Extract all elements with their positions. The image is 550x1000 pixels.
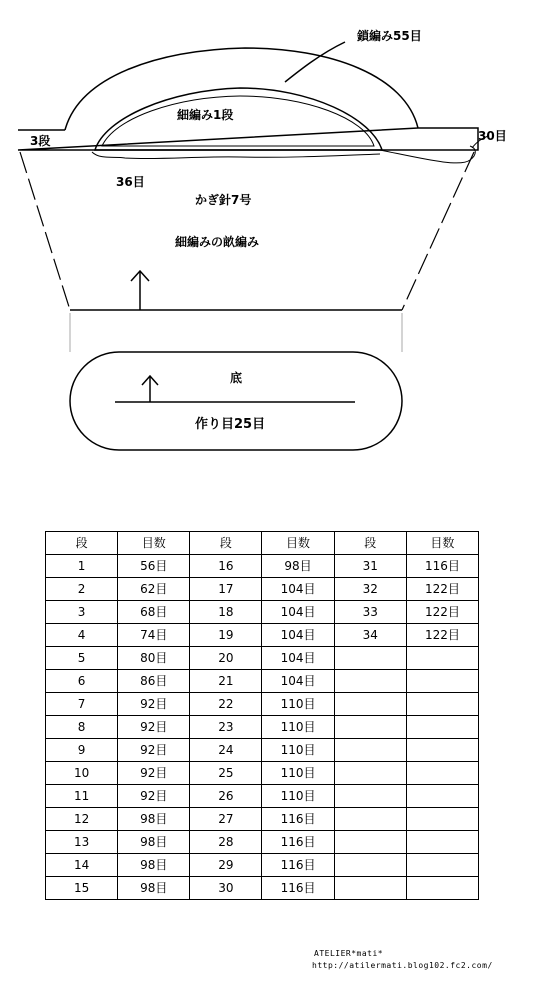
right-count-label: 30目 [478,129,507,143]
body-left-side [20,152,70,310]
count-cell: 104目 [262,624,334,647]
count-cell: 92目 [118,762,190,785]
stitch-count-table [45,531,479,900]
credit-name: ATELIER*mati* [314,949,384,958]
foundation-label: 作り目25目 [195,417,266,432]
count-cell [406,854,478,877]
step-cell: 12 [46,808,118,831]
sc-one-row-label: 細編み1段 [177,108,234,122]
count-cell: 98目 [118,877,190,900]
step-cell: 1 [46,555,118,578]
header-count-2: 目数 [262,532,334,555]
step-cell [334,762,406,785]
table-row [46,762,479,785]
table-body [46,555,479,900]
count-cell: 104目 [262,670,334,693]
header-step-3: 段 [334,532,406,555]
step-cell: 34 [334,624,406,647]
count-cell: 68目 [118,601,190,624]
header-count-1: 目数 [118,532,190,555]
count-cell: 80目 [118,647,190,670]
count-cell: 122目 [406,601,478,624]
step-cell: 30 [190,877,262,900]
count-cell: 116目 [262,877,334,900]
table-row [46,808,479,831]
step-cell: 24 [190,739,262,762]
count-cell [406,647,478,670]
table-row [46,624,479,647]
step-cell: 23 [190,716,262,739]
table-row [46,693,479,716]
chain-pointer [285,42,345,82]
step-cell: 2 [46,578,118,601]
table-row [46,670,479,693]
step-cell [334,831,406,854]
count-cell [406,831,478,854]
step-cell: 5 [46,647,118,670]
count-cell [406,670,478,693]
count-cell [406,808,478,831]
step-cell: 6 [46,670,118,693]
table-row [46,854,479,877]
count-cell [406,716,478,739]
hook-size-label: かぎ針7号 [195,193,252,207]
table-row [46,739,479,762]
count-cell: 98目 [118,808,190,831]
count-cell: 110目 [262,762,334,785]
step-cell: 11 [46,785,118,808]
step-cell: 14 [46,854,118,877]
step-cell: 19 [190,624,262,647]
count-cell [406,877,478,900]
step-cell: 15 [46,877,118,900]
table-row [46,716,479,739]
count-cell: 92目 [118,785,190,808]
count-cell: 104目 [262,601,334,624]
credit [312,948,493,972]
count-cell: 116目 [262,808,334,831]
step-cell: 7 [46,693,118,716]
step-cell: 17 [190,578,262,601]
count-cell: 110目 [262,785,334,808]
step-cell [334,739,406,762]
right-loop [380,146,475,163]
table-row [46,555,479,578]
header-step-2: 段 [190,532,262,555]
count-cell: 86目 [118,670,190,693]
stitch-pattern-label: 細編みの畝編み [175,235,260,249]
count-cell: 122目 [406,578,478,601]
body-right-side [402,152,474,310]
step-cell: 9 [46,739,118,762]
step-cell [334,877,406,900]
credit-url: http://atilermati.blog102.fc2.com/ [312,961,493,970]
count-cell: 104目 [262,647,334,670]
step-cell: 16 [190,555,262,578]
count-cell: 98目 [262,555,334,578]
table-row [46,785,479,808]
header-count-3: 目数 [406,532,478,555]
count-cell: 122目 [406,624,478,647]
count-cell [406,693,478,716]
step-cell: 13 [46,831,118,854]
count-cell: 92目 [118,693,190,716]
count-cell: 92目 [118,716,190,739]
count-cell [406,762,478,785]
step-cell: 20 [190,647,262,670]
left-count-label: 36目 [116,175,145,189]
chain-handle-label: 鎖編み55目 [357,29,422,43]
step-cell [334,670,406,693]
count-cell: 116目 [262,831,334,854]
step-cell: 8 [46,716,118,739]
step-cell [334,854,406,877]
count-cell: 110目 [262,693,334,716]
table-header-row [46,532,479,555]
step-cell: 27 [190,808,262,831]
opening-wave [92,152,380,159]
table-row [46,877,479,900]
handle-outer-arc [65,48,418,130]
header-step-1: 段 [46,532,118,555]
side-rows-label: 3段 [30,134,51,148]
step-cell [334,716,406,739]
count-cell: 98目 [118,831,190,854]
bag-diagram [0,0,550,470]
step-cell [334,647,406,670]
step-cell: 4 [46,624,118,647]
step-cell: 28 [190,831,262,854]
handle-opening [95,88,382,150]
top-band [18,128,478,150]
table-row [46,578,479,601]
count-cell: 74目 [118,624,190,647]
count-cell: 62目 [118,578,190,601]
step-cell: 18 [190,601,262,624]
step-cell: 29 [190,854,262,877]
count-cell: 110目 [262,716,334,739]
step-cell: 25 [190,762,262,785]
count-cell: 56目 [118,555,190,578]
table-row [46,647,479,670]
table-row [46,601,479,624]
step-cell [334,693,406,716]
count-cell: 110目 [262,739,334,762]
count-cell: 116目 [406,555,478,578]
step-cell: 21 [190,670,262,693]
count-cell: 116目 [262,854,334,877]
count-cell: 98目 [118,854,190,877]
step-cell [334,785,406,808]
step-cell: 3 [46,601,118,624]
count-cell [406,739,478,762]
table-row [46,831,479,854]
step-cell [334,808,406,831]
bottom-label: 底 [230,371,243,385]
count-cell: 92目 [118,739,190,762]
step-cell: 22 [190,693,262,716]
step-cell: 26 [190,785,262,808]
count-cell [406,785,478,808]
step-cell: 10 [46,762,118,785]
step-cell: 33 [334,601,406,624]
step-cell: 32 [334,578,406,601]
step-cell: 31 [334,555,406,578]
count-cell: 104目 [262,578,334,601]
base-oval [70,352,402,450]
